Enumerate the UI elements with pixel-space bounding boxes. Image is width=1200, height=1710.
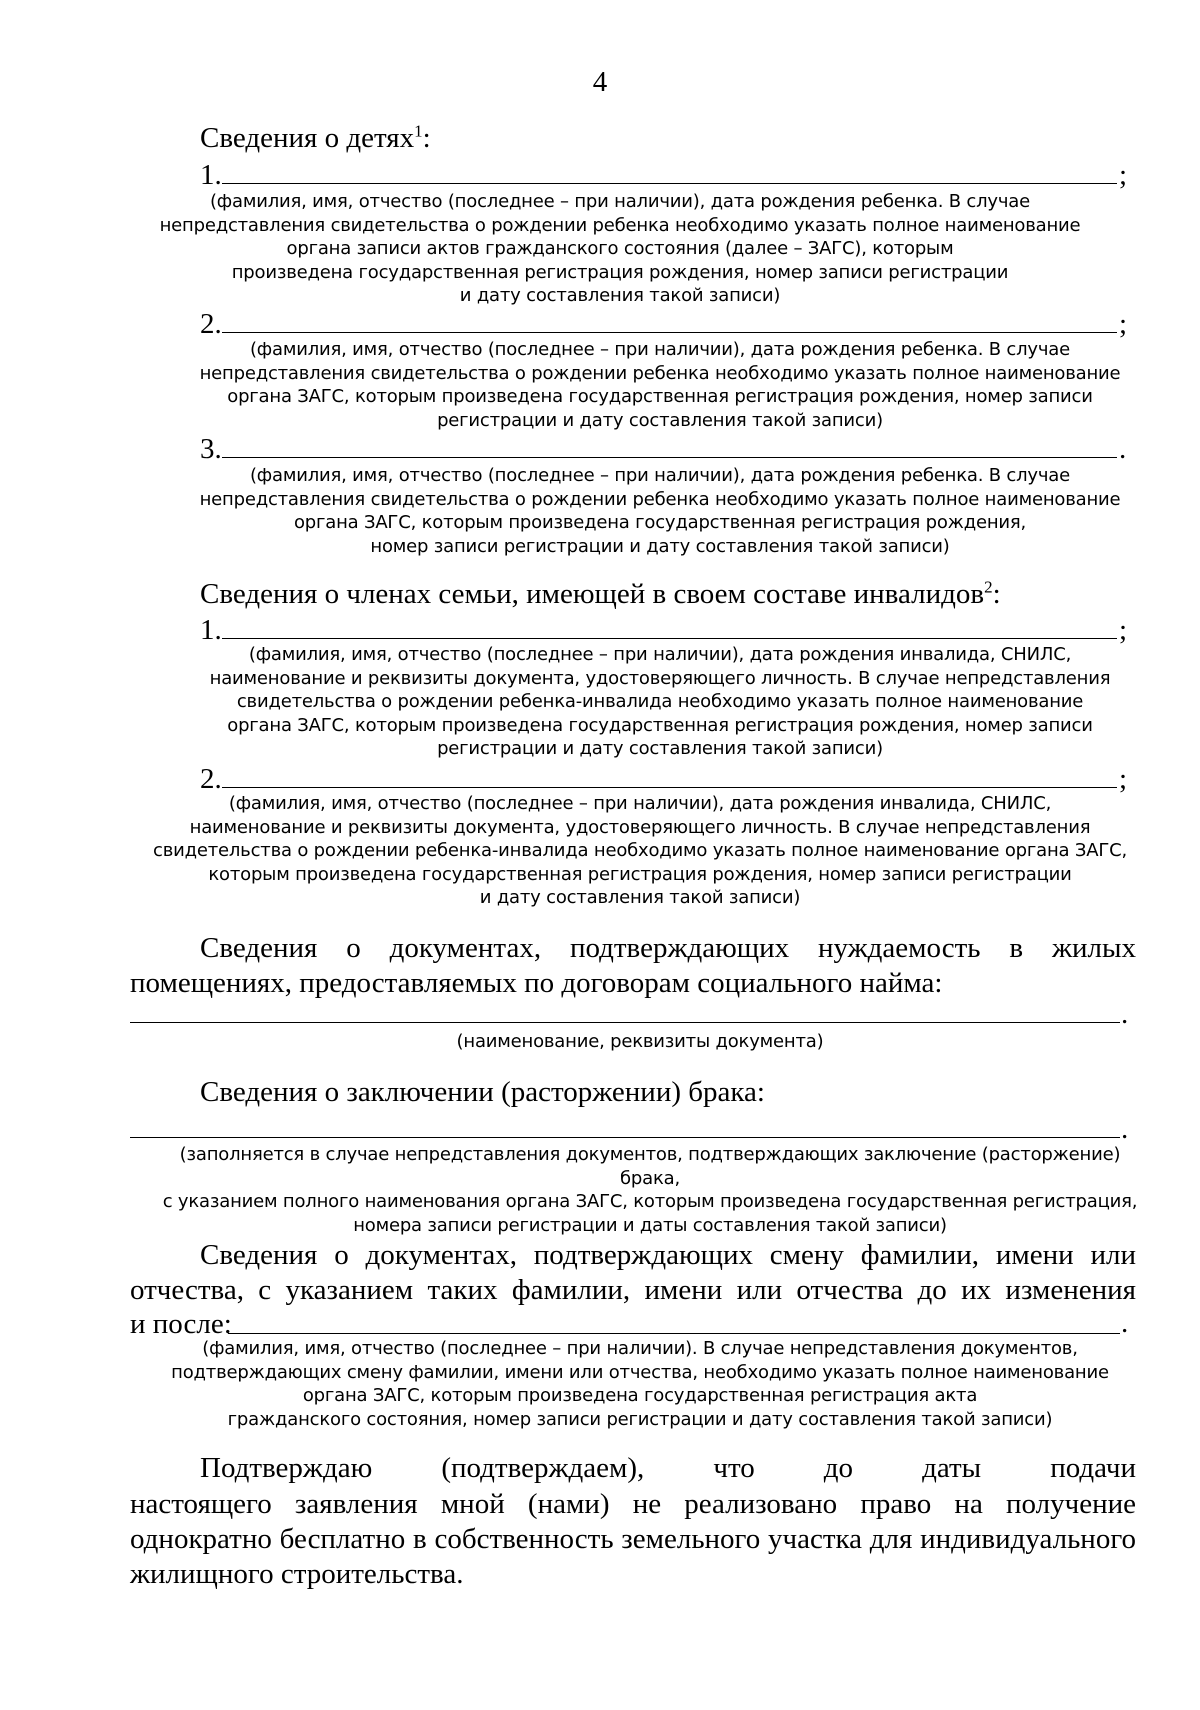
housing-need-input-line[interactable]	[130, 1022, 1120, 1023]
hint-line: свидетельства о рождении ребенка-инвалида необходимо указать полное наименование органа ЗАГС,	[153, 840, 1127, 861]
marriage-hint	[150, 1143, 1150, 1237]
hint-line: наименование и реквизиты документа, удостоверяющего личность. В случае непредставления	[209, 667, 1111, 689]
marriage-heading: Сведения о заключении (расторжении) брака:	[200, 1076, 765, 1108]
heading-colon: :	[992, 578, 1001, 610]
hint-line: органа ЗАГС, которым произведена государственная регистрация рождения, номер записи	[227, 386, 1093, 407]
entry-number: 1.	[200, 614, 222, 646]
hint-line: произведена государственная регистрация рождения, номер записи регистрации	[231, 261, 1009, 283]
footnote-mark-2: 2	[984, 577, 993, 597]
hint-line: непредставления свидетельства о рождении ребенка необходимо указать полное наименование	[199, 488, 1121, 510]
footnote-mark-1: 1	[414, 121, 423, 141]
hint-line: регистрации и дату составления такой записи)	[437, 738, 883, 759]
children-heading	[200, 122, 431, 155]
entry-terminator: ;	[1119, 763, 1128, 795]
housing-need-hint	[150, 1030, 1130, 1054]
child-2-hint	[190, 338, 1130, 432]
marriage-input-line[interactable]	[130, 1137, 1120, 1138]
entry-terminator: .	[1121, 998, 1129, 1030]
disabled-2-hint	[150, 792, 1130, 910]
disabled-1-hint	[190, 643, 1130, 761]
confirmation-text-line-4: жилищного строительства.	[130, 1558, 464, 1590]
hint-line: с указанием полного наименования органа ЗАГС, которым произведена государственная регистрация,	[162, 1191, 1138, 1212]
hint-line: регистрации и дату составления такой записи)	[437, 409, 883, 431]
hint-line: (фамилия, имя, отчество (последнее – при наличии), дата рождения инвалида, СНИЛС,	[228, 793, 1052, 814]
page-number: 4	[592, 66, 608, 98]
confirmation-text-line-3: однократно бесплатно в собственность земельного участка для индивидуального	[130, 1523, 1136, 1555]
hint-line: непредставления свидетельства о рождении ребенка необходимо указать полное наименование	[159, 214, 1081, 236]
child-3-input-line[interactable]	[222, 457, 1117, 458]
entry-terminator: .	[1119, 433, 1127, 465]
hint-line: и дату составления такой записи)	[479, 887, 801, 908]
entry-terminator: ;	[1119, 159, 1128, 191]
heading-colon: :	[422, 122, 431, 154]
hint-line: непредставления свидетельства о рождении ребенка необходимо указать полное наименование	[199, 362, 1121, 384]
hint-line: (фамилия, имя, отчество (последнее – при наличии), дата рождения инвалида, СНИЛС,	[248, 644, 1072, 665]
hint-line: органа ЗАГС, которым произведена государственная регистрация рождения, номер записи	[227, 714, 1093, 736]
entry-terminator: ;	[1119, 614, 1128, 646]
entry-number: 1.	[200, 159, 222, 191]
disabled-members-heading-text: Сведения о членах семьи, имеющей в своем составе инвалидов	[200, 578, 985, 610]
child-1-hint	[150, 190, 1090, 308]
hint-line: органа ЗАГС, которым произведена государственная регистрация рождения,	[293, 512, 1027, 533]
child-2-input-line[interactable]	[222, 332, 1117, 333]
hint-line: (фамилия, имя, отчество (последнее – при наличии). В случае непредставления документов,	[202, 1338, 1078, 1359]
entry-number: 3.	[200, 433, 222, 465]
child-1-input-line[interactable]	[222, 183, 1117, 184]
hint-line: (фамилия, имя, отчество (последнее – при наличии), дата рождения ребенка. В случае	[209, 191, 1031, 212]
name-change-hint	[150, 1337, 1130, 1431]
hint-line: которым произведена государственная регистрация рождения, номер записи регистрации	[208, 863, 1072, 885]
housing-need-text-line-2: помещениях, предоставляемых по договорам социального найма:	[130, 967, 943, 999]
name-change-text-line-3: и после:	[130, 1308, 232, 1340]
disabled-1-input-line[interactable]	[222, 638, 1117, 639]
hint-line: органа записи актов гражданского состояния (далее – ЗАГС), которым	[286, 238, 954, 259]
entry-terminator: ;	[1119, 308, 1128, 340]
hint-line: (фамилия, имя, отчество (последнее – при наличии), дата рождения ребенка. В случае	[249, 339, 1071, 360]
name-change-input-line[interactable]	[228, 1333, 1120, 1334]
disabled-members-heading	[200, 578, 1001, 611]
hint-line: подтверждающих смену фамилии, имени или отчества, необходимо указать полное наименование	[171, 1361, 1109, 1383]
confirmation-text-line-1: Подтверждаю (подтверждаем), что до даты подачи	[200, 1452, 1136, 1484]
hint-line: свидетельства о рождении ребенка-инвалида необходимо указать полное наименование	[236, 691, 1084, 712]
disabled-2-input-line[interactable]	[222, 787, 1117, 788]
confirmation-text-line-2: настоящего заявления мной (нами) не реализовано право на получение	[130, 1488, 1136, 1520]
child-3-hint	[190, 464, 1130, 558]
hint-line: (наименование, реквизиты документа)	[456, 1031, 824, 1052]
entry-number: 2.	[200, 308, 222, 340]
name-change-text-line-1: Сведения о документах, подтверждающих смену фамилии, имени или	[200, 1239, 1136, 1271]
children-heading-text: Сведения о детях	[200, 122, 415, 154]
hint-line: (фамилия, имя, отчество (последнее – при наличии), дата рождения ребенка. В случае	[249, 465, 1071, 486]
housing-need-text-line-1: Сведения о документах, подтверждающих нуждаемость в жилых	[200, 932, 1136, 964]
entry-number: 2.	[200, 763, 222, 795]
hint-line: органа ЗАГС, которым произведена государственная регистрация акта	[302, 1385, 978, 1406]
hint-line: гражданского состояния, номер записи регистрации и дату составления такой записи)	[227, 1408, 1053, 1430]
hint-line: номера записи регистрации и даты составления такой записи)	[353, 1214, 947, 1236]
hint-line: (заполняется в случае непредставления документов, подтверждающих заключение (расторжение) брака,	[179, 1144, 1121, 1189]
hint-line: наименование и реквизиты документа, удостоверяющего личность. В случае непредставления	[189, 816, 1091, 838]
hint-line: номер записи регистрации и дату составления такой записи)	[370, 535, 950, 557]
name-change-text-line-2: отчества, с указанием таких фамилии, имени или отчества до их изменения	[130, 1274, 1136, 1306]
entry-terminator: .	[1121, 1113, 1129, 1145]
hint-line: и дату составления такой записи)	[459, 285, 781, 306]
entry-terminator: .	[1121, 1307, 1129, 1339]
